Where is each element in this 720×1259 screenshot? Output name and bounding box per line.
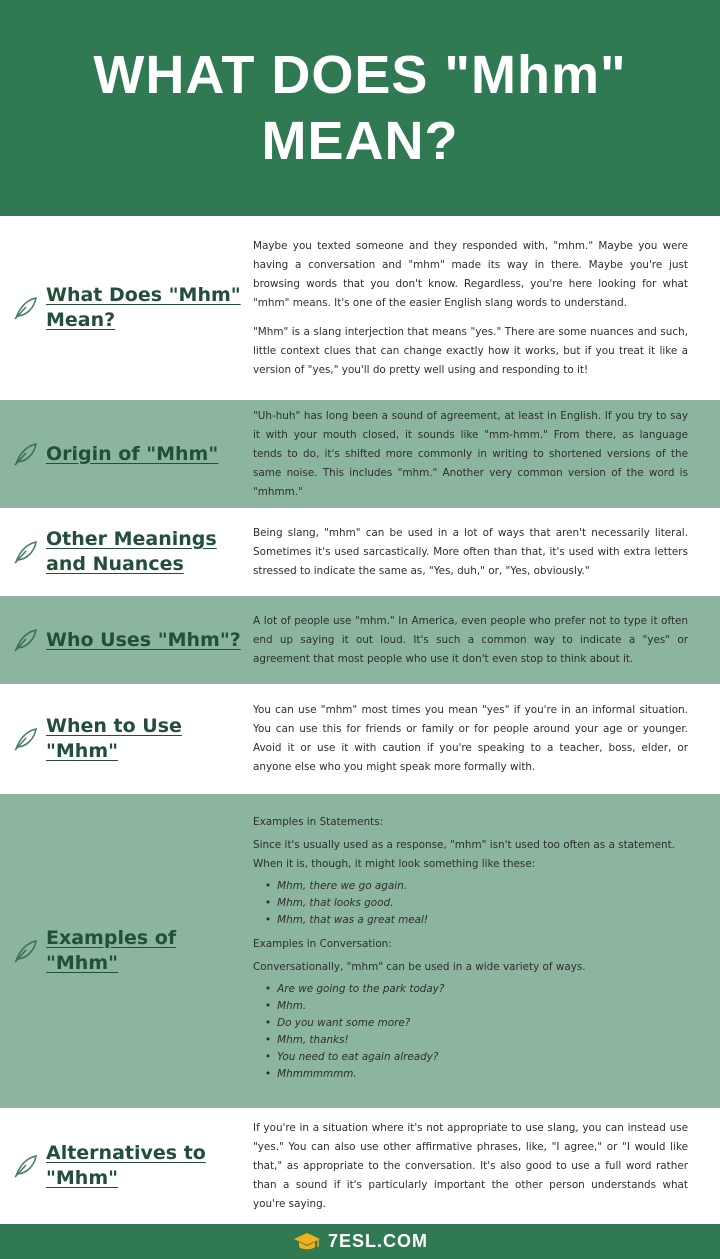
section-heading: When to Use "Mhm" bbox=[46, 715, 182, 762]
footer-brand-logo[interactable]: 7ESL.COM bbox=[327, 1231, 428, 1251]
graduation-cap-icon bbox=[292, 1231, 322, 1253]
section-paragraph: "Uh-huh" has long been a sound of agreement, at least in English. If you try to say it with your mouth closed, it sounds like "mm-hmm." From there, as language tends to do, it's shifted more commonly in writing to shortened versions of the same noise. This includes "mhm." Another very common version of the word is "mhmm." bbox=[253, 409, 688, 498]
list-item: • Mhm, thanks! bbox=[265, 1032, 688, 1049]
section-when-to-use bbox=[0, 684, 720, 794]
section-heading: What Does "Mhm" Mean? bbox=[46, 284, 241, 331]
section-heading: Alternatives to "Mhm" bbox=[46, 1142, 206, 1189]
section-heading: Who Uses "Mhm"? bbox=[46, 628, 241, 651]
list-item: • Mhm, that was a great meal! bbox=[265, 912, 688, 929]
section-what-does-mhm-mean bbox=[0, 216, 720, 400]
examples-statements-title: Examples in Statements: bbox=[253, 816, 384, 828]
section-paragraph: Conversationally, "mhm" can be used in a wide variety of ways. bbox=[253, 961, 586, 973]
section-heading: Origin of "Mhm" bbox=[46, 442, 219, 465]
section-examples bbox=[0, 794, 720, 1108]
section-origin bbox=[0, 400, 720, 508]
conversation-list bbox=[265, 981, 688, 1083]
page-title: WHAT DOES "Mhm" MEAN? bbox=[93, 45, 627, 171]
section-paragraph: Being slang, "mhm" can be used in a lot of ways that aren't necessarily literal. Sometimes it's used sarcastically. More often than that, it's used with extra letters stressed to indicate the same as, "Yes, duh," or, "Yes, obviously." bbox=[253, 526, 688, 577]
examples-conversation-title: Examples in Conversation: bbox=[253, 938, 392, 950]
section-paragraph: You can use "mhm" most times you mean "yes" if you're in an informal situation. You can use this for friends or family or for people around your age or younger. Avoid it or use it with caution if you're speaking to a teacher, boss, elder, or anyone else who you might speak more formally with. bbox=[253, 704, 688, 773]
leaf-icon bbox=[10, 625, 40, 655]
list-item: • Mhm, there we go again. bbox=[265, 878, 688, 895]
section-heading: Other Meanings and Nuances bbox=[46, 528, 217, 575]
section-paragraph: If you're in a situation where it's not appropriate to use slang, you can instead use "yes." You can also use other affirmative phrases, like, "I agree," or "I would like that," as appropriate to the conversation. It's also good to use a full word rather than a sound if it's particularly important the other person understands what you're saying. bbox=[253, 1121, 688, 1210]
leaf-icon bbox=[10, 439, 40, 469]
list-item: • Mhm, that looks good. bbox=[265, 895, 688, 912]
section-heading: Examples of "Mhm" bbox=[46, 927, 177, 974]
footer-brand-bar bbox=[0, 1224, 720, 1259]
title-banner bbox=[0, 0, 720, 216]
list-item: • Do you want some more? bbox=[265, 1015, 688, 1032]
leaf-icon bbox=[10, 724, 40, 754]
leaf-icon bbox=[10, 293, 40, 323]
list-item: • You need to eat again already? bbox=[265, 1049, 688, 1066]
statements-list bbox=[265, 878, 688, 929]
leaf-icon bbox=[10, 537, 40, 567]
list-item: • Mhm. bbox=[265, 998, 688, 1015]
section-alternatives bbox=[0, 1108, 720, 1224]
section-paragraph: Maybe you texted someone and they responded with, "mhm." Maybe you were having a conversation and "mhm" made its way in there. Maybe you're just browsing words that you don't know. Regardless, you're here looking for what "mhm" means. It's one of the easier English slang words to understand. bbox=[253, 239, 688, 309]
list-item: • Mhmmmmmm. bbox=[265, 1066, 688, 1083]
section-paragraph: "Mhm" is a slang interjection that means "yes." There are some nuances and such, little context clues that can change exactly how it works, but if you treat it like a version of "yes," you'll do pretty well using and responding to it! bbox=[253, 325, 688, 376]
leaf-icon bbox=[10, 1151, 40, 1181]
section-who-uses bbox=[0, 596, 720, 684]
list-item: • Are we going to the park today? bbox=[265, 981, 688, 998]
section-other-meanings bbox=[0, 508, 720, 596]
section-paragraph: Since it's usually used as a response, "mhm" isn't used too often as a statement. When it is, though, it might look something like these: bbox=[253, 839, 675, 870]
section-paragraph: A lot of people use "mhm." In America, even people who prefer not to type it often end up saying it out loud. It's such a common way to indicate a "yes" or agreement that most people who use it don't even stop to think about it. bbox=[253, 614, 688, 665]
leaf-icon bbox=[10, 936, 40, 966]
